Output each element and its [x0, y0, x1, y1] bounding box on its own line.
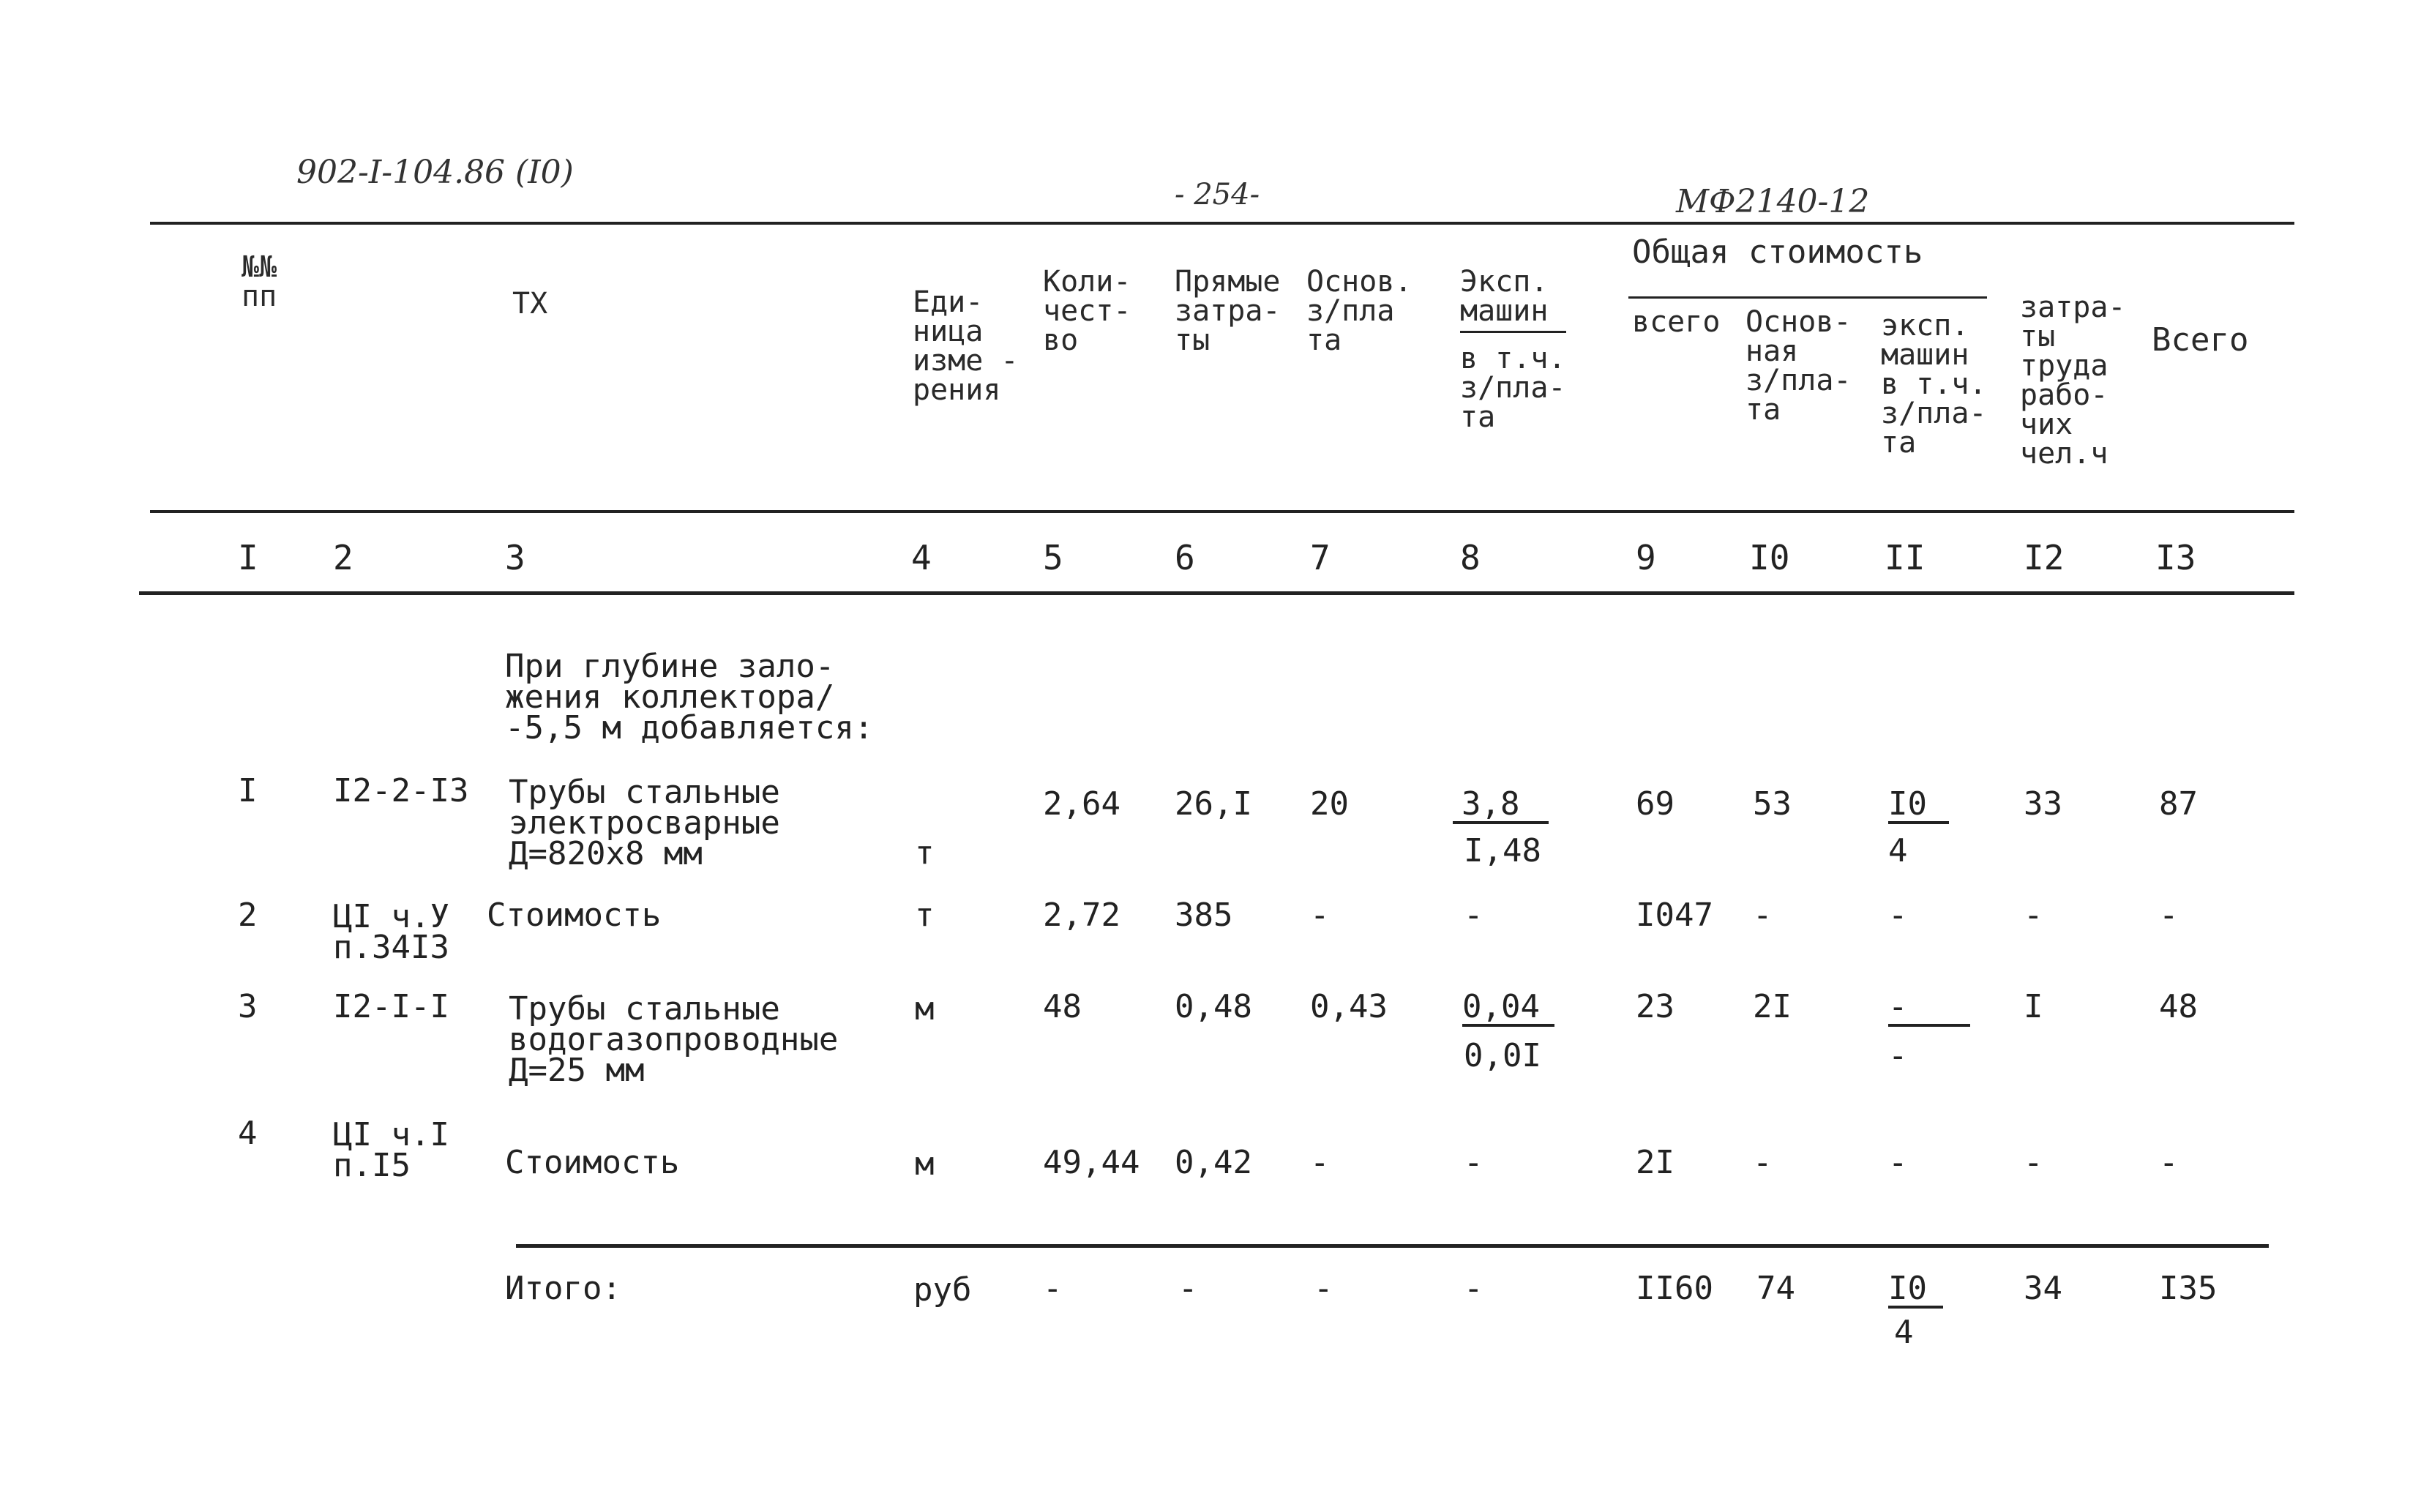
header-t-salary: Основ- ная з/пла- та — [1745, 305, 1852, 427]
top-rule — [150, 222, 2294, 225]
row-2-total-mach: - — [1888, 897, 1908, 934]
row-1-code: I2-2-I3 — [333, 772, 469, 809]
row-2-total-all: I047 — [1636, 897, 1713, 934]
row-3-mach: 0,04 — [1462, 992, 1554, 1027]
header-mach-bottom: в т.ч. з/пла- та — [1460, 342, 1566, 434]
row-3-mach-salary: 0,0I — [1464, 1037, 1541, 1074]
row-2-salary: - — [1310, 897, 1330, 934]
header-tx: ТХ — [512, 287, 548, 321]
row-3-total-all: 23 — [1636, 988, 1675, 1025]
row-3-n: 3 — [238, 988, 258, 1025]
header-bottom-rule — [150, 510, 2294, 513]
colnum-8: 8 — [1460, 538, 1481, 577]
row-1-mach: 3,8 — [1453, 789, 1549, 824]
row-4-code: ЦI ч.I п.I5 — [333, 1116, 449, 1184]
row-1-qty: 2,64 — [1043, 785, 1120, 823]
row-1-name: Трубы стальные электросварные Д=820х8 мм — [509, 774, 780, 872]
header-nn: №№ пп — [242, 250, 277, 313]
document-code: 902-I-104.86 (I0) — [296, 154, 574, 191]
colnum-2: 2 — [333, 538, 353, 577]
row-4-name: Стоимость — [505, 1144, 680, 1181]
row-3-labor: I — [2024, 988, 2043, 1025]
row-4-salary: - — [1310, 1144, 1330, 1181]
header-unit: Еди- ница изме - рения — [913, 285, 1019, 407]
row-4-total-salary: - — [1753, 1144, 1773, 1181]
colnum-6: 6 — [1175, 538, 1195, 577]
row-4-total-mach: - — [1888, 1144, 1908, 1181]
header-labor: затра- ты труда рабо- чих чел.ч — [2020, 291, 2126, 471]
row-4-grand: - — [2159, 1144, 2179, 1181]
row-4-mach: - — [1464, 1144, 1483, 1181]
colnum-5: 5 — [1043, 538, 1063, 577]
total-grand: I35 — [2159, 1270, 2218, 1307]
row-1-unit: т — [915, 834, 935, 872]
row-4-direct: 0,42 — [1175, 1144, 1252, 1181]
row-2-qty: 2,72 — [1043, 897, 1120, 934]
row-3-total-mach-salary: - — [1888, 1037, 1908, 1074]
row-4-total-all: 2I — [1636, 1144, 1675, 1181]
sheet-mark: МФ2140-12 — [1676, 183, 1870, 220]
row-2-name: Стоимость — [487, 897, 662, 934]
row-3-grand: 48 — [2159, 988, 2198, 1025]
colnum-7: 7 — [1310, 538, 1331, 577]
row-1-salary: 20 — [1310, 785, 1349, 823]
row-4-n: 4 — [238, 1115, 258, 1152]
colnum-4: 4 — [911, 538, 932, 577]
total-direct: - — [1178, 1270, 1198, 1307]
total-mach: - — [1464, 1270, 1483, 1307]
total-rule — [516, 1244, 2269, 1248]
total-total-mach: I0 — [1888, 1273, 1943, 1309]
header-direct: Прямые затра- ты — [1175, 265, 1281, 357]
colnum-11: II — [1885, 538, 1926, 577]
row-1-mach-salary: I,48 — [1464, 832, 1541, 869]
row-4-labor: - — [2024, 1144, 2043, 1181]
row-2-direct: 385 — [1175, 897, 1233, 934]
header-total-group: Общая стоимость — [1632, 233, 1923, 271]
row-1-direct: 26,I — [1175, 785, 1252, 823]
header-grand: Всего — [2152, 321, 2249, 359]
colnum-9: 9 — [1636, 538, 1656, 577]
total-qty: - — [1043, 1270, 1063, 1307]
row-2-mach: - — [1464, 897, 1483, 934]
header-t-mach: эксп. машин в т.ч. з/пла- та — [1881, 309, 1987, 460]
row-3-code: I2-I-I — [333, 988, 449, 1025]
row-3-unit: м — [915, 990, 935, 1028]
total-group-rule — [1628, 296, 1987, 299]
row-1-n: I — [238, 772, 258, 809]
row-1-labor: 33 — [2024, 785, 2062, 823]
total-unit: руб — [913, 1271, 972, 1309]
page-number: - 254- — [1175, 178, 1260, 212]
total-total-mach-salary: 4 — [1894, 1314, 1914, 1351]
row-1-total-all: 69 — [1636, 785, 1675, 823]
colnum-12: I2 — [2024, 538, 2065, 577]
header-t-all: всего — [1632, 305, 1721, 339]
row-3-name: Трубы стальные водогазопроводные Д=25 мм — [509, 990, 839, 1089]
header-salary: Основ. з/пла та — [1306, 265, 1412, 357]
row-2-labor: - — [2024, 897, 2043, 934]
row-1-total-mach: I0 — [1888, 789, 1949, 824]
row-1-grand: 87 — [2159, 785, 2198, 823]
colnum-13: I3 — [2155, 538, 2196, 577]
colnum-10: I0 — [1749, 538, 1790, 577]
row-3-qty: 48 — [1043, 988, 1082, 1025]
row-4-unit: м — [915, 1145, 935, 1183]
colnum-1: I — [238, 538, 258, 577]
total-salary: - — [1314, 1270, 1333, 1307]
row-2-n: 2 — [238, 897, 258, 934]
row-1-total-salary: 53 — [1753, 785, 1792, 823]
row-2-total-salary: - — [1753, 897, 1773, 934]
row-1-total-mach-salary: 4 — [1888, 832, 1908, 869]
header-mach-top: Эксп. машин — [1460, 265, 1549, 328]
colnum-3: 3 — [505, 538, 525, 577]
row-3-total-salary: 2I — [1753, 988, 1792, 1025]
mach-divider — [1460, 331, 1566, 333]
header-qty: Коли- чест- во — [1043, 265, 1131, 357]
row-3-total-mach: - — [1888, 992, 1970, 1027]
total-labor: 34 — [2024, 1270, 2062, 1307]
row-3-direct: 0,48 — [1175, 988, 1252, 1025]
row-4-qty: 49,44 — [1043, 1144, 1140, 1181]
row-2-grand: - — [2159, 897, 2179, 934]
colnum-bottom-rule — [139, 591, 2294, 595]
total-all: II60 — [1636, 1270, 1713, 1307]
total-label: Итого: — [505, 1270, 621, 1307]
section-note: При глубине зало- жения коллектора/ -5,5 м добавляется: — [505, 648, 874, 746]
row-2-code: ЦI ч.У п.34I3 — [333, 898, 449, 966]
total-total-salary: 74 — [1756, 1270, 1795, 1307]
row-2-unit: т — [915, 897, 935, 934]
row-3-salary: 0,43 — [1310, 988, 1388, 1025]
